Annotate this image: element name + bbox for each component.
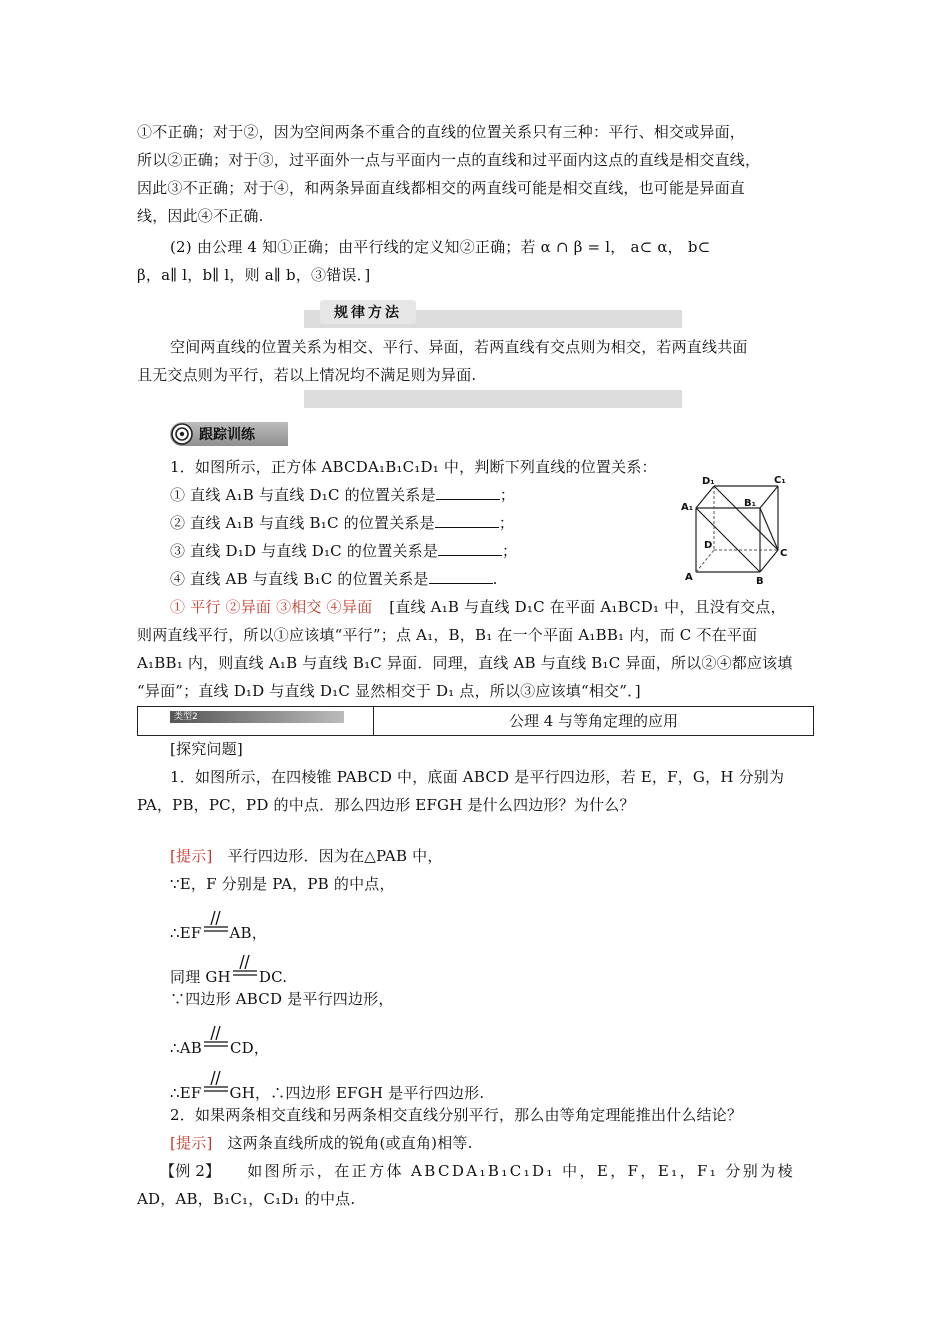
intro-line: ①不正确；对于②，因为空间两条不重合的直线的位置关系只有三种：平行、相交或异面， (137, 123, 746, 141)
q1-explanation: [直线 A₁B 与直线 D₁C 在平面 A₁BCD₁ 中，且没有交点， (389, 598, 786, 616)
example-line (160, 1160, 795, 1182)
type-tag: 类型2 (170, 711, 344, 723)
explore-q2: 2．如果两条相交直线和另两条相交直线分别平行，那么由等角定理能推出什么结论？ (170, 1106, 743, 1124)
method-line: 空间两直线的位置关系为相交、平行、异面，若两直线有交点则为相交，若两直线共面 (170, 338, 748, 356)
explore-q1-line: 1．如图所示，在四棱锥 PABCD 中，底面 ABCD 是平行四边形，若 E，F，G，H 分别为 (170, 768, 785, 786)
edge-bc (760, 550, 778, 572)
label-b1: B₁ (744, 498, 757, 509)
proof-line: ∴AB CD， (170, 1031, 269, 1059)
example-text: 如图所示，在正方体 ABCDA₁B₁C₁D₁ 中，E，F，E₁，F₁ 分别为棱 (247, 1162, 795, 1180)
hint1-line (170, 845, 443, 867)
method-badge: 规律方法 (320, 300, 416, 324)
q1-expl-line: A₁BB₁ 内，则直线 A₁B 与直线 B₁C 异面．同理，直线 AB 与直线 B₁C 异面，所以②④都应该填 (137, 654, 793, 672)
intro-line: 线，因此④不正确. (137, 207, 264, 225)
label-c: C (780, 548, 788, 559)
example-line: AD，AB，B₁C₁，C₁D₁ 的中点. (137, 1190, 356, 1208)
line-b1c (760, 508, 778, 550)
method-line: 且无交点则为平行，若以上情况均不满足则为异面. (137, 366, 477, 384)
edge-b1c1 (760, 486, 778, 508)
q1-answer-line (170, 596, 786, 618)
label-a: A (685, 572, 693, 583)
part2-line: (2) 由公理 4 知①正确；由平行线的定义知②正确；若 α ∩ β = l， a⊂ α， b⊂ (170, 238, 711, 256)
parallel-equal-icon (231, 960, 259, 982)
type-tag-cell (138, 707, 374, 735)
q1-expl-line: 则两直线平行，所以①应该填“平行”；点 A₁，B，B₁ 在一个平面 A₁BB₁ 内，而 C 不在平面 (137, 626, 758, 644)
cube-figure (680, 474, 790, 586)
parallel-equal-icon (202, 916, 230, 938)
proof-line: ∴EF AB， (170, 916, 267, 944)
track-title-text: 跟踪训练 (199, 427, 255, 443)
proof-line: ∵E，F 分别是 PA，PB 的中点， (170, 875, 395, 893)
proof-line: ∴EF GH，∴四边形 EFGH 是平行四边形. (170, 1076, 484, 1104)
example-label: 【例 2】 (160, 1162, 221, 1180)
type-title: 公理 4 与等角定理的应用 (508, 712, 679, 730)
q1-item: ① 直线 A₁B 与直线 D₁C 的位置关系是 ； (170, 486, 516, 504)
hint-label: [提示] (170, 847, 213, 865)
hint2-text: 这两条直线所成的锐角(或直角)相等. (227, 1134, 473, 1152)
part2-line: β，a∥ l，b∥ l，则 a∥ b，③错误．] (137, 266, 371, 284)
q1-stem: 1．如图所示，正方体 ABCDA₁B₁C₁D₁ 中，判断下列直线的位置关系： (170, 458, 657, 476)
label-d: D (704, 540, 713, 551)
method-end-bar (304, 390, 682, 408)
intro-line: 因此③不正确；对于④，和两条异面直线都相交的两直线可能是相交直线，也可能是异面直 (137, 179, 746, 197)
label-b: B (756, 576, 764, 586)
explore-q1-line: PA，PB，PC，PD 的中点．那么四边形 EFGH 是什么四边形？为什么？ (137, 796, 635, 814)
q1-item: ④ 直线 AB 与直线 B₁C 的位置关系是 . (170, 570, 498, 588)
target-icon (171, 423, 193, 445)
q1-answers: ① 平行 ②异面 ③相交 ④异面 (170, 598, 373, 616)
explore-label: [探究问题] (170, 740, 243, 758)
hint2-line (170, 1132, 473, 1154)
line-d1c (714, 486, 778, 550)
label-a1: A₁ (681, 502, 694, 513)
proof-line: ∵四边形 ABCD 是平行四边形， (170, 990, 394, 1008)
parallel-equal-icon (202, 1031, 230, 1053)
parallel-equal-icon (202, 1076, 230, 1098)
edge-a1d1 (696, 486, 714, 508)
q1-item: ② 直线 A₁B 与直线 B₁C 的位置关系是 ； (170, 514, 515, 532)
track-title-badge (170, 422, 288, 446)
label-c1: C₁ (774, 475, 786, 486)
hint1-text: 平行四边形．因为在△PAB 中， (227, 847, 443, 865)
q1-expl-line: “异面”；直线 D₁D 与直线 D₁C 显然相交于 D₁ 点，所以③应该填“相交”．] (137, 682, 641, 700)
label-d1: D₁ (702, 476, 715, 487)
type-header-table (137, 706, 814, 736)
intro-line: 所以②正确；对于③，过平面外一点与平面内一点的直线和过平面内这点的直线是相交直线， (137, 151, 761, 169)
hint-label: [提示] (170, 1134, 213, 1152)
q1-item: ③ 直线 D₁D 与直线 D₁C 的位置关系是 ； (170, 542, 518, 560)
proof-line: 同理 GH DC. (170, 960, 287, 988)
edge-ad-hidden (696, 550, 714, 572)
